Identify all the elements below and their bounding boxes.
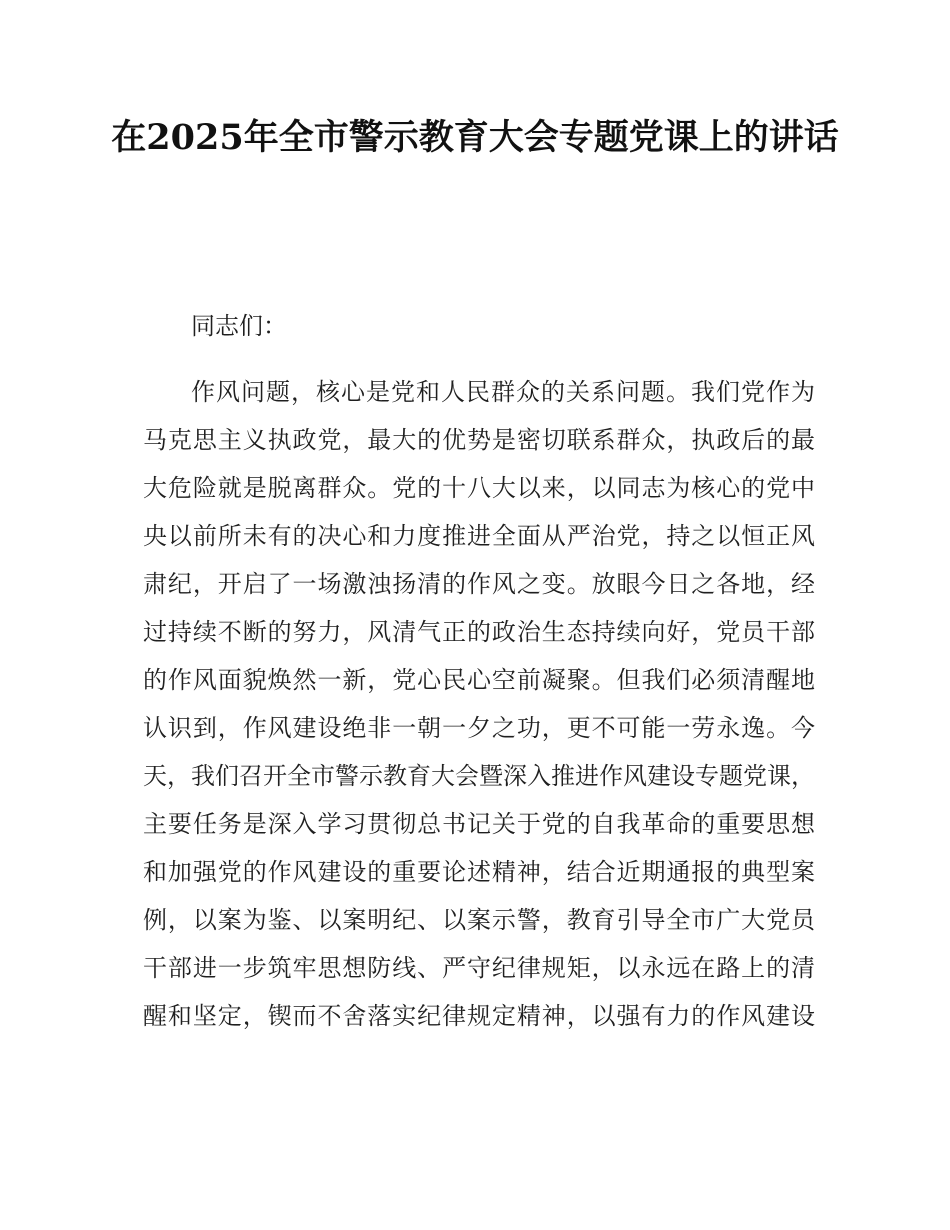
paragraph-line: 主要任务是深入学习贯彻总书记关于党的自我革命的重要思想 — [143, 810, 815, 838]
paragraph-line: 央以前所未有的决心和力度推进全面从严治党，持之以恒正风 — [143, 522, 815, 550]
paragraph-line: 肃纪，开启了一场激浊扬清的作风之变。放眼今日之各地，经 — [143, 570, 815, 598]
paragraph-line: 作风问题，核心是党和人民群众的关系问题。我们党作为 — [191, 378, 815, 406]
paragraph-line: 马克思主义执政党，最大的优势是密切联系群众，执政后的最 — [143, 426, 815, 454]
salutation: 同志们： — [191, 312, 287, 340]
paragraph-line: 的作风面貌焕然一新，党心民心空前凝聚。但我们必须清醒地 — [143, 666, 815, 694]
paragraph-line: 例，以案为鉴、以案明纪、以案示警，教育引导全市广大党员 — [143, 906, 815, 934]
paragraph — [143, 368, 815, 1040]
document-title: 在2025年全市警示教育大会专题党课上的讲话 — [111, 117, 839, 158]
paragraph-line: 过持续不断的努力，风清气正的政治生态持续向好，党员干部 — [143, 618, 815, 646]
document-body — [143, 302, 815, 1040]
paragraph-line: 天，我们召开全市警示教育大会暨深入推进作风建设专题党课， — [143, 762, 815, 790]
paragraph-line: 大危险就是脱离群众。党的十八大以来，以同志为核心的党中 — [143, 474, 815, 502]
paragraph-line: 和加强党的作风建设的重要论述精神，结合近期通报的典型案 — [143, 858, 815, 886]
paragraph-line: 认识到，作风建设绝非一朝一夕之功，更不可能一劳永逸。今 — [143, 714, 815, 742]
paragraph-line: 干部进一步筑牢思想防线、严守纪律规矩，以永远在路上的清 — [143, 954, 815, 982]
paragraph-line: 醒和坚定，锲而不舍落实纪律规定精神，以强有力的作风建设 — [143, 1002, 815, 1030]
